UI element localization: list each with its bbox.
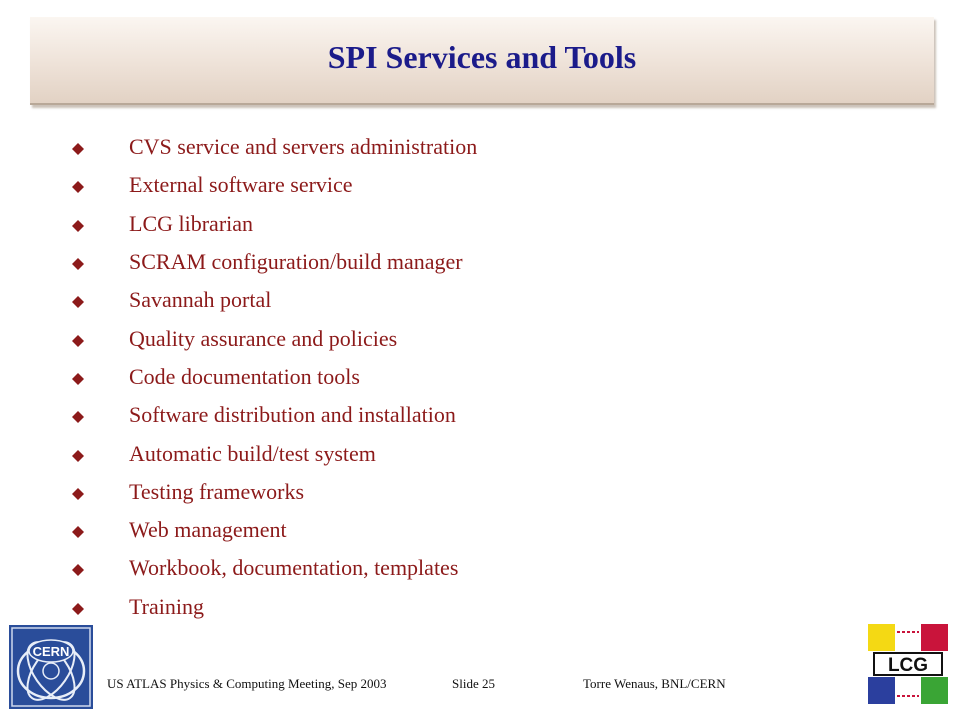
- cern-logo: [9, 625, 93, 709]
- bullet-item: [68, 128, 477, 166]
- bullet-item: [68, 205, 477, 243]
- bullet-text: LCG librarian: [129, 210, 254, 236]
- title-bar: [30, 17, 934, 105]
- bullet-item: [68, 358, 477, 396]
- diamond-bullet-icon: [72, 450, 84, 462]
- bullet-item: [68, 396, 477, 434]
- bullet-text: Savannah portal: [129, 287, 272, 313]
- bullet-text: Testing frameworks: [129, 478, 305, 504]
- lcg-logo: [866, 622, 950, 706]
- diamond-bullet-icon: [72, 220, 84, 232]
- bullet-text: Training: [129, 593, 204, 619]
- diamond-bullet-icon: [72, 296, 84, 308]
- bullet-item: [68, 434, 477, 472]
- bullet-text: Web management: [129, 517, 287, 543]
- bullet-text: Automatic build/test system: [129, 440, 376, 466]
- diamond-bullet-icon: [72, 181, 84, 193]
- bullet-item: [68, 243, 477, 281]
- bullet-item: [68, 281, 477, 319]
- footer-author: Torre Wenaus, BNL/CERN: [583, 676, 726, 691]
- bullet-text: Code documentation tools: [129, 363, 360, 389]
- cern-logo-text: CERN: [32, 644, 70, 659]
- diamond-bullet-icon: [72, 335, 84, 347]
- bullet-text: Software distribution and installation: [129, 402, 456, 428]
- bullet-text: SCRAM configuration/build manager: [129, 249, 463, 275]
- footer-slide-number: Slide 25: [452, 676, 495, 691]
- diamond-bullet-icon: [72, 411, 84, 423]
- diamond-bullet-icon: [72, 143, 84, 155]
- diamond-bullet-icon: [72, 526, 84, 538]
- bullet-item: [68, 549, 477, 587]
- diamond-bullet-icon: [72, 603, 84, 615]
- diamond-bullet-icon: [72, 564, 84, 576]
- bullet-list: [68, 128, 477, 626]
- bullet-text: Quality assurance and policies: [129, 325, 398, 351]
- bullet-item: [68, 319, 477, 357]
- bullet-item: [68, 588, 477, 626]
- slide-title: SPI Services and Tools: [327, 39, 637, 75]
- bullet-text: Workbook, documentation, templates: [129, 555, 459, 581]
- lcg-logo-text: LCG: [887, 655, 929, 676]
- footer-meeting: US ATLAS Physics & Computing Meeting, Sep 2003: [107, 676, 387, 691]
- bullet-item: [68, 473, 477, 511]
- bullet-item: [68, 166, 477, 204]
- bullet-text: External software service: [129, 172, 353, 198]
- bullet-item: [68, 511, 477, 549]
- bullet-text: CVS service and servers administration: [129, 134, 478, 160]
- diamond-bullet-icon: [72, 488, 84, 500]
- diamond-bullet-icon: [72, 373, 84, 385]
- diamond-bullet-icon: [72, 258, 84, 270]
